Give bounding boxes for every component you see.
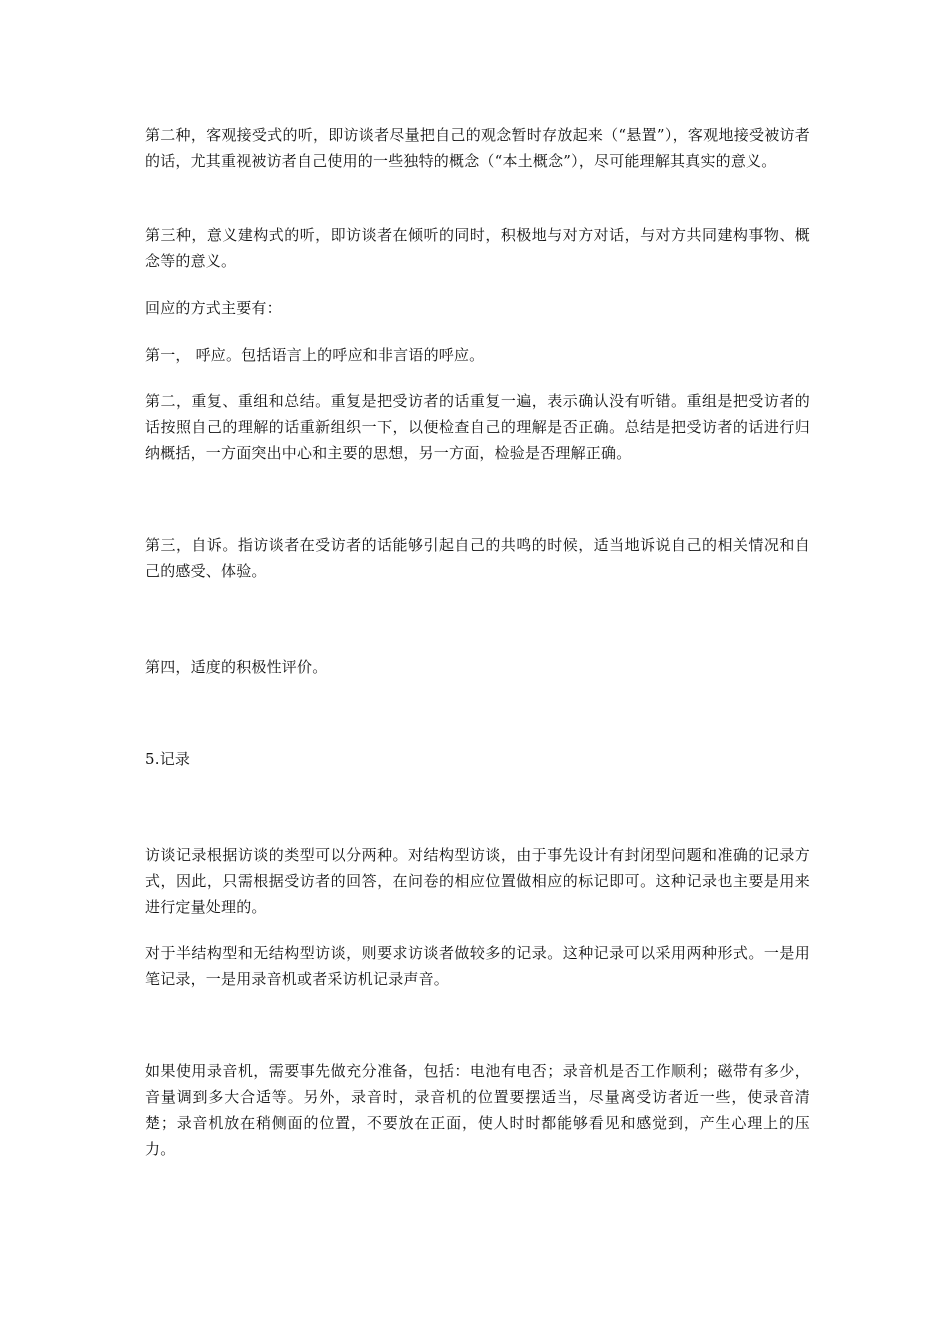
paragraph-tape-recorder-preparation: 如果使用录音机，需要事先做充分准备，包括：电池有电否；录音机是否工作顺利；磁带有多少，音量调到多大合适等。另外，录音时，录音机的位置要摆适当，尽量离受访者近一些，使录音清楚；录音机放在稍侧面的位置，不要放在正面，使人时时都能够看见和感觉到，产生心理上的压力。: [145, 1062, 810, 1158]
paragraph-response-methods-heading: 回应的方式主要有：: [145, 299, 282, 317]
paragraph-response-echo: 第一， 呼应。包括语言上的呼应和非言语的呼应。: [145, 346, 485, 364]
paragraph-semi-structured-recording: 对于半结构型和无结构型访谈，则要求访谈者做较多的记录。这种记录可以采用两种形式。一是用笔记录，一是用录音机或者采访机记录声音。: [145, 944, 810, 988]
section-heading-recording: 5.记录: [145, 750, 191, 768]
paragraph-recording-types: 访谈记录根据访谈的类型可以分两种。对结构型访谈，由于事先设计有封闭型问题和准确的记录方式，因此，只需根据受访者的回答，在问卷的相应位置做相应的标记即可。这种记录也主要是用来进行定量处理的。: [145, 846, 810, 916]
paragraph-objective-listening: 第二种，客观接受式的听，即访谈者尽量把自己的观念暂时存放起来（“悬置”），客观地接受被访者的话，尤其重视被访者自己使用的一些独特的概念（“本土概念”），尽可能理解其真实的意义。: [145, 126, 810, 170]
paragraph-response-repeat-summarize: 第二，重复、重组和总结。重复是把受访者的话重复一遍，表示确认没有听错。重组是把受访者的话按照自己的理解的话重新组织一下，以便检查自己的理解是否正确。总结是把受访者的话进行归纳概括，一方面突出中心和主要的思想，另一方面，检验是否理解正确。: [145, 392, 810, 462]
paragraph-response-self-disclosure: 第三，自诉。指访谈者在受访者的话能够引起自己的共鸣的时候，适当地诉说自己的相关情况和自己的感受、体验。: [145, 536, 810, 580]
paragraph-meaning-construction-listening: 第三种，意义建构式的听，即访谈者在倾听的同时，积极地与对方对话，与对方共同建构事物、概念等的意义。: [145, 226, 810, 270]
paragraph-response-positive-evaluation: 第四，适度的积极性评价。: [145, 658, 328, 676]
